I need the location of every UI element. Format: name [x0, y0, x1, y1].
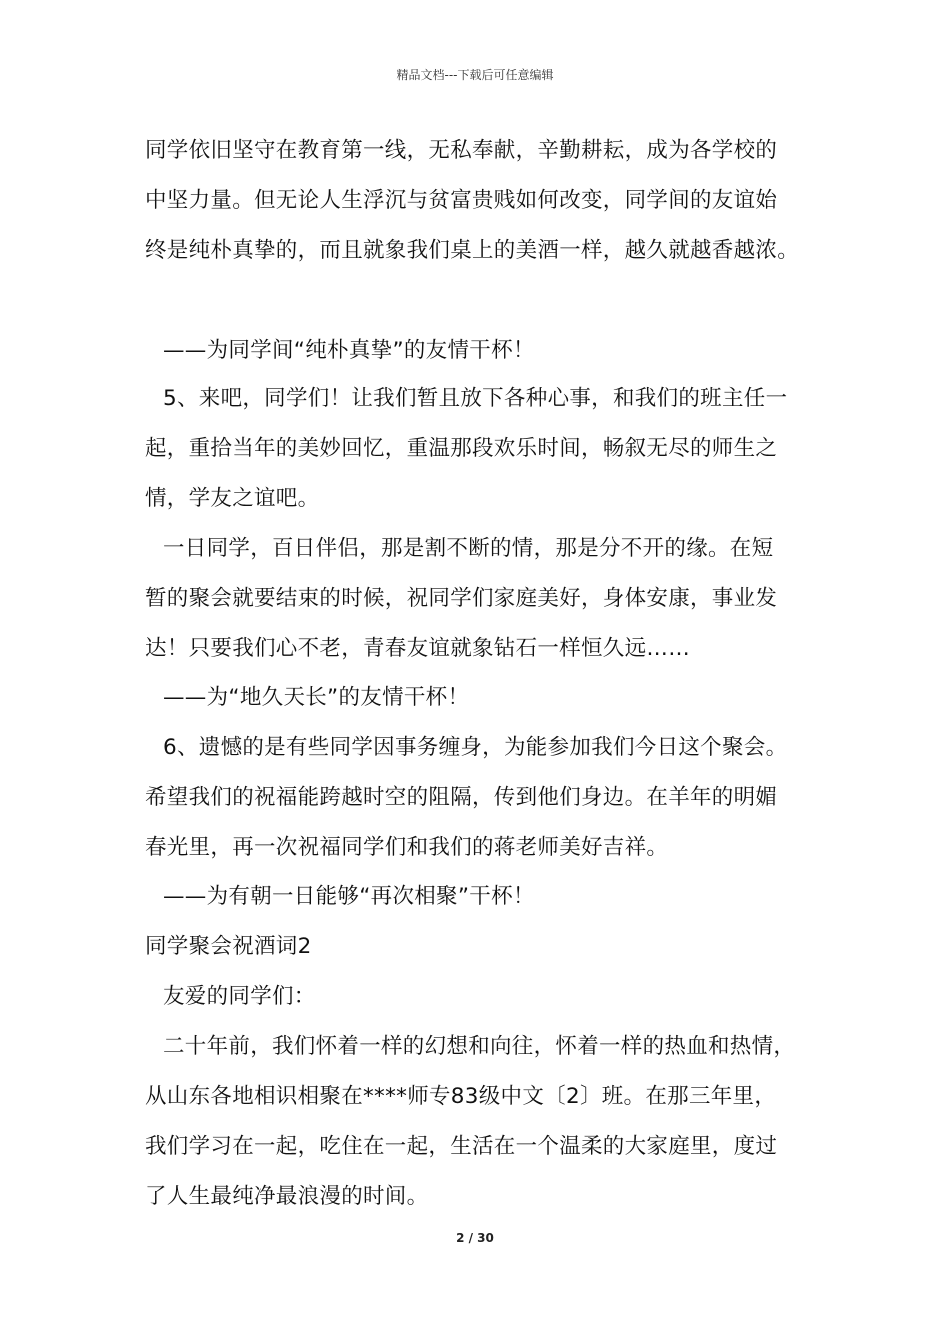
body-line: 达！只要我们心不老，青春友谊就象钻石一样恒久远……	[145, 636, 691, 661]
body-line: 从山东各地相识相聚在****师专83级中文〔2〕班。在那三年里，	[145, 1084, 777, 1109]
body-line: 春光里，再一次祝福同学们和我们的蒋老师美好吉祥。	[145, 835, 669, 860]
body-line: 终是纯朴真挚的，而且就象我们桌上的美酒一样，越久就越香越浓。	[145, 238, 800, 263]
body-line: 中坚力量。但无论人生浮沉与贫富贵贱如何改变，同学间的友谊始	[145, 188, 778, 213]
body-line: 二十年前，我们怀着一样的幻想和向往，怀着一样的热血和热情，	[163, 1034, 796, 1059]
toast-line: ——为“地久天长”的友情干杯！	[163, 685, 470, 710]
body-line: 5、来吧，同学们！让我们暂且放下各种心事，和我们的班主任一	[163, 386, 788, 411]
body-line: 一日同学，百日伴侣，那是割不断的情，那是分不开的缘。在短	[163, 536, 774, 561]
salutation-line: 友爱的同学们：	[163, 984, 316, 1009]
body-line: 同学依旧坚守在教育第一线，无私奉献，辛勤耕耘，成为各学校的	[145, 138, 778, 163]
page-header: 精品文档---下载后可任意编辑	[396, 68, 554, 82]
page-number: 2 / 30	[456, 1231, 494, 1245]
body-line: 情，学友之谊吧。	[145, 486, 320, 511]
body-line: 暂的聚会就要结束的时候，祝同学们家庭美好，身体安康，事业发	[145, 586, 778, 611]
toast-line: ——为同学间“纯朴真挚”的友情干杯！	[163, 338, 535, 363]
body-line: 了人生最纯净最浪漫的时间。	[145, 1184, 429, 1209]
toast-line: ——为有朝一日能够“再次相聚”干杯！	[163, 884, 535, 909]
body-line: 希望我们的祝福能跨越时空的阻隔，传到他们身边。在羊年的明媚	[145, 785, 778, 810]
body-line: 6、遗憾的是有些同学因事务缠身，为能参加我们今日这个聚会。	[163, 735, 788, 760]
body-line: 起，重拾当年的美妙回忆，重温那段欢乐时间，畅叙无尽的师生之	[145, 436, 778, 461]
body-line: 我们学习在一起，吃住在一起，生活在一个温柔的大家庭里，度过	[145, 1134, 778, 1159]
section-heading: 同学聚会祝酒词2	[145, 934, 312, 959]
